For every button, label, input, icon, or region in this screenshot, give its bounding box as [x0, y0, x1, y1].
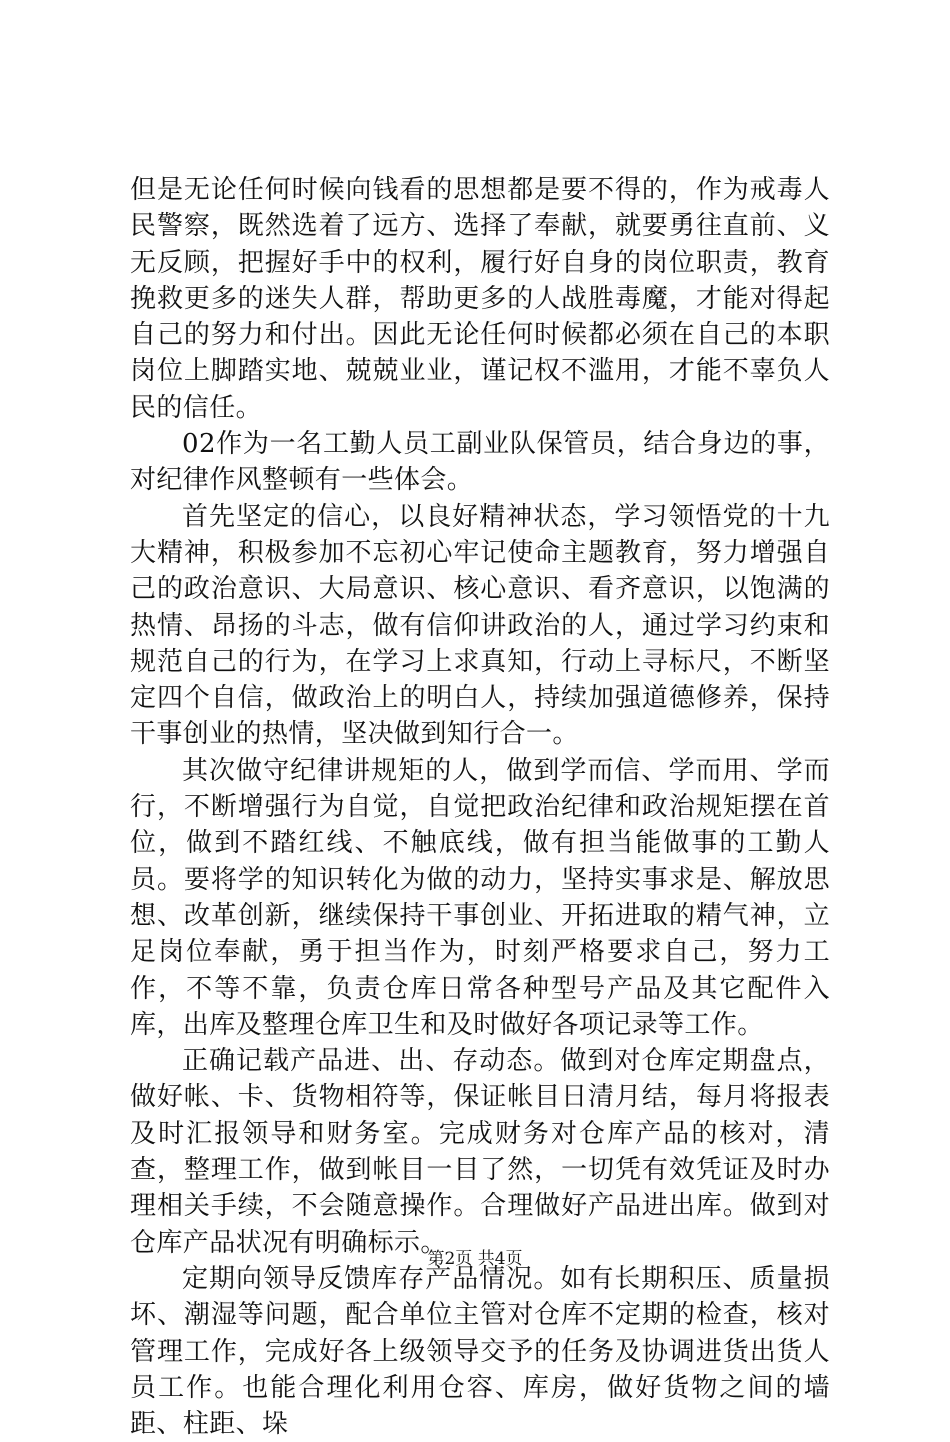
paragraph-4: 其次做守纪律讲规矩的人，做到学而信、学而用、学而行，不断增强行为自觉，自觉把政治纪律和政治规矩摆在首位，做到不踏红线、不触底线，做有担当能做事的工勤人员。要将学的知识转化为做的动力，坚持实事求是、解放思想、改革创新，继续保持干事创业、开拓进取的精气神，立足岗位奉献，勇于担当作为，时刻严格要求自己，努力工作，不等不靠，负责仓库日常各种型号产品及其它配件入库，出库及整理仓库卫生和及时做好各项记录等工作。: [130, 755, 830, 1040]
paragraph-3: 首先坚定的信心，以良好精神状态，学习领悟党的十九大精神，积极参加不忘初心牢记使命主题教育，努力增强自己的政治意识、大局意识、核心意识、看齐意识，以饱满的热情、昂扬的斗志，做有信仰讲政治的人，通过学习约束和规范自己的行为，在学习上求真知，行动上寻标尺，不断坚定四个自信，做政治上的明白人，持续加强道德修养，保持干事创业的热情，坚决做到知行合一。: [130, 501, 830, 750]
paragraph-2: 02作为一名工勤人员工副业队保管员，结合身边的事，对纪律作风整顿有一些体会。: [130, 429, 830, 496]
page-footer: [0, 1244, 950, 1269]
page-number-label: 第2页 共4页: [427, 1249, 523, 1269]
paragraph-5: 正确记载产品进、出、存动态。做到对仓库定期盘点，做好帐、卡、货物相符等，保证帐目日清月结，每月将报表及时汇报领导和财务室。完成财务对仓库产品的核对，清查，整理工作，做到帐目一目了然，一切凭有效凭证及时办理相关手续，不会随意操作。合理做好产品进出库。做到对仓库产品状况有明确标示。: [130, 1046, 830, 1258]
paragraph-6: 定期向领导反馈库存产品情况。如有长期积压、质量损坏、潮湿等问题，配合单位主管对仓库不定期的检查，核对管理工作，完成好各上级领导交予的任务及协调进货出货人员工作。也能合理化利用仓容、库房，做好货物之间的墙距、柱距、垛: [130, 1263, 830, 1440]
paragraph-1: 但是无论任何时候向钱看的思想都是要不得的，作为戒毒人民警察，既然选着了远方、选择了奉献，就要勇往直前、义无反顾，把握好手中的权利，履行好自身的岗位职责，教育挽救更多的迷失人群，帮助更多的人战胜毒魔，才能对得起自己的努力和付出。因此无论任何时候都必须在自己的本职岗位上脚踏实地、兢兢业业，谨记权不滥用，才能不辜负人民的信任。: [130, 175, 830, 423]
